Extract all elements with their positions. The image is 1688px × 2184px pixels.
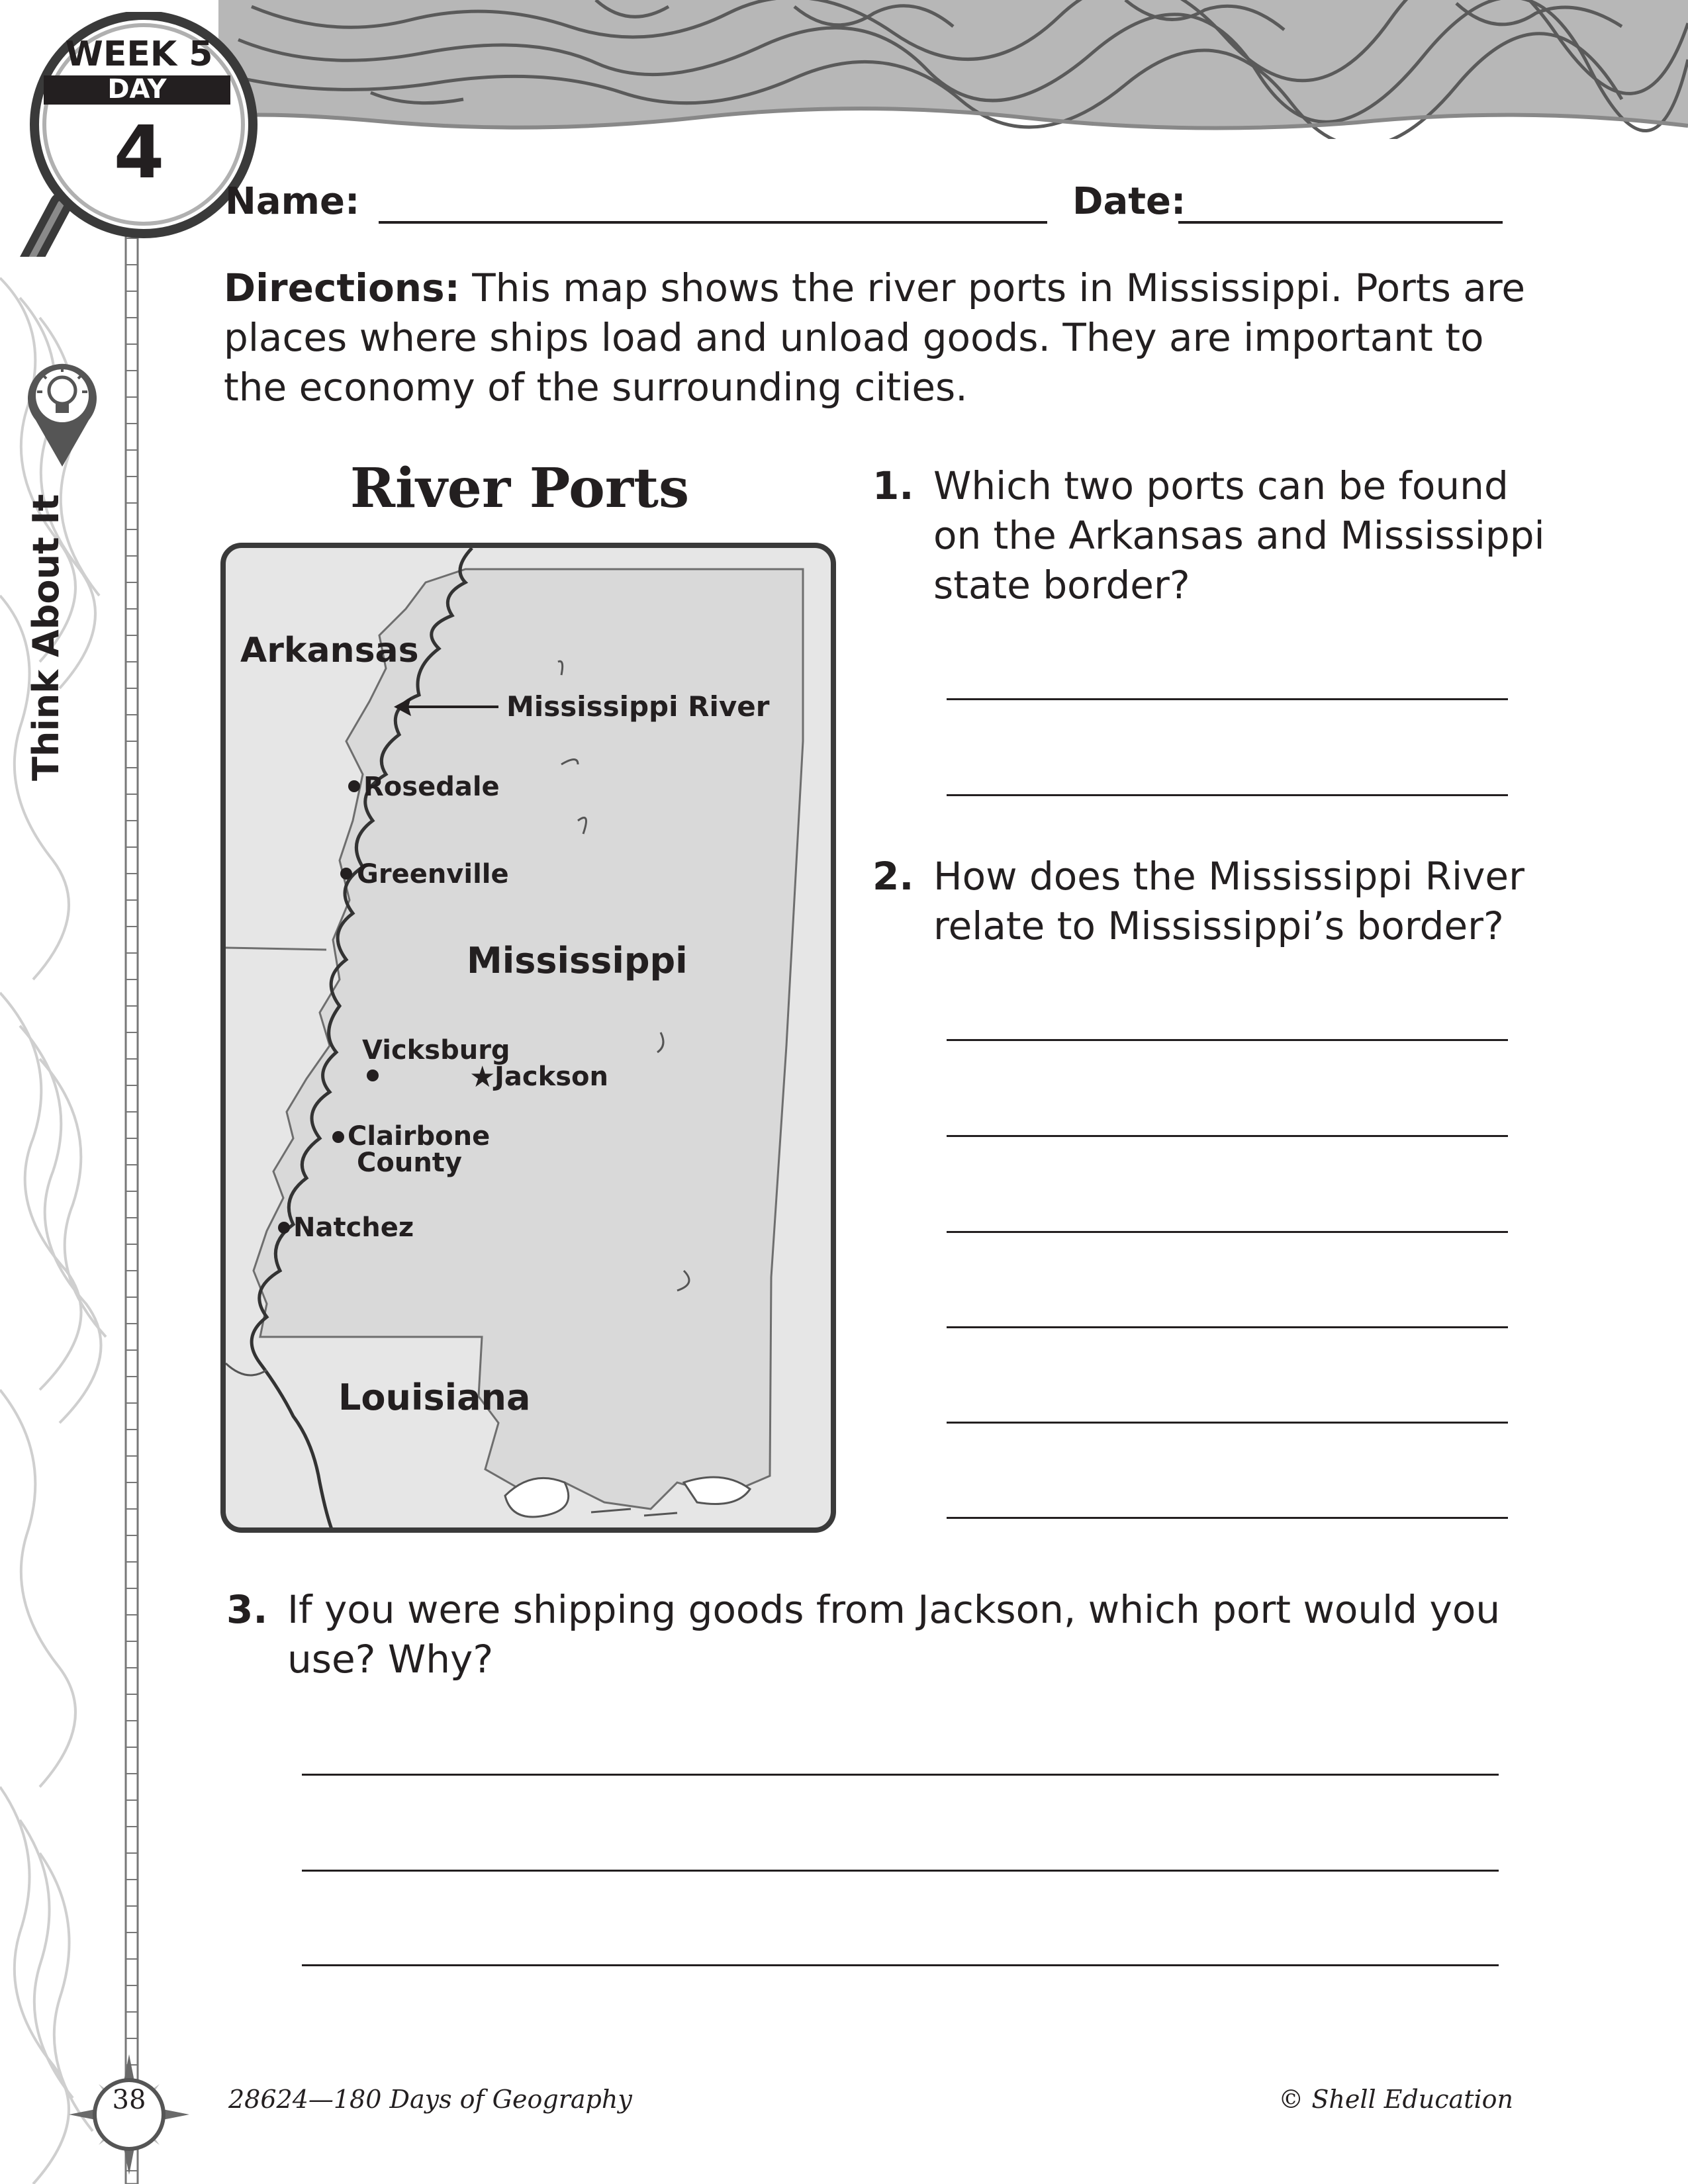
question-2-text xyxy=(933,852,1595,951)
label-rosedale: Rosedale xyxy=(363,772,500,802)
answer-line-1b[interactable] xyxy=(947,794,1508,796)
footer-copyright: © Shell Education xyxy=(1278,2085,1513,2114)
section-side-label: Think About It xyxy=(25,494,67,781)
answer-line-2a[interactable] xyxy=(947,1039,1508,1041)
question-2-line: relate to Mississippi’s border? xyxy=(933,903,1504,948)
question-3-text xyxy=(287,1585,1545,1684)
clairbone-dot xyxy=(332,1131,344,1143)
label-greenville: Greenville xyxy=(357,859,509,889)
answer-line-1a[interactable] xyxy=(947,698,1508,700)
question-3-line: If you were shipping goods from Jackson, which port would you xyxy=(287,1587,1501,1632)
answer-line-2f[interactable] xyxy=(947,1517,1508,1519)
week-label: WEEK 5 xyxy=(65,34,213,74)
answer-line-3a[interactable] xyxy=(302,1774,1499,1776)
day-label: DAY xyxy=(107,74,167,105)
map-title: River Ports xyxy=(350,457,690,520)
answer-line-3b[interactable] xyxy=(302,1870,1499,1872)
label-mississippi: Mississippi xyxy=(467,940,688,981)
question-1-line: on the Arkansas and Mississippi xyxy=(933,513,1545,558)
label-clairbone-county: County xyxy=(357,1148,462,1178)
question-1-line: Which two ports can be found xyxy=(933,463,1509,508)
jackson-star-icon: ★ xyxy=(469,1060,496,1094)
greenville-dot xyxy=(340,868,352,880)
natchez-dot xyxy=(278,1222,290,1234)
question-2-number: 2. xyxy=(872,854,914,899)
label-arkansas: Arkansas xyxy=(240,631,419,670)
date-field[interactable] xyxy=(1178,221,1503,224)
rosedale-dot xyxy=(348,780,360,792)
question-2-line: How does the Mississippi River xyxy=(933,854,1524,899)
label-mississippi-river: Mississippi River xyxy=(506,690,770,723)
name-label: Name: xyxy=(225,180,360,223)
question-1-number: 1. xyxy=(872,463,914,508)
question-1-text xyxy=(933,461,1595,610)
directions-label: Directions: xyxy=(224,265,460,310)
directions xyxy=(224,263,1534,412)
label-jackson: Jackson xyxy=(494,1062,608,1092)
river-ports-map xyxy=(220,543,836,1533)
question-3-number: 3. xyxy=(226,1587,268,1632)
question-3-line: use? Why? xyxy=(287,1637,494,1682)
page-number: 38 xyxy=(112,2085,146,2115)
date-label: Date: xyxy=(1072,180,1186,223)
answer-line-2e[interactable] xyxy=(947,1422,1508,1424)
footer-book-title: 28624—180 Days of Geography xyxy=(228,2085,632,2114)
name-field[interactable] xyxy=(379,221,1047,224)
label-louisiana: Louisiana xyxy=(338,1377,531,1418)
label-vicksburg: Vicksburg xyxy=(362,1035,510,1066)
day-number: 4 xyxy=(113,110,165,195)
vicksburg-dot xyxy=(367,1069,379,1081)
answer-line-2d[interactable] xyxy=(947,1326,1508,1328)
label-clairbone: Clairbone xyxy=(348,1121,491,1152)
question-1-line: state border? xyxy=(933,563,1190,608)
label-natchez: Natchez xyxy=(293,1212,414,1243)
answer-line-2c[interactable] xyxy=(947,1231,1508,1233)
answer-line-3c[interactable] xyxy=(302,1964,1499,1966)
answer-line-2b[interactable] xyxy=(947,1135,1508,1137)
ruler-spine xyxy=(124,199,139,2184)
directions-text: This map shows the river ports in Mississippi. Ports are places where ships load and unload goods. They are important to the economy of the surrounding cities. xyxy=(224,265,1526,410)
